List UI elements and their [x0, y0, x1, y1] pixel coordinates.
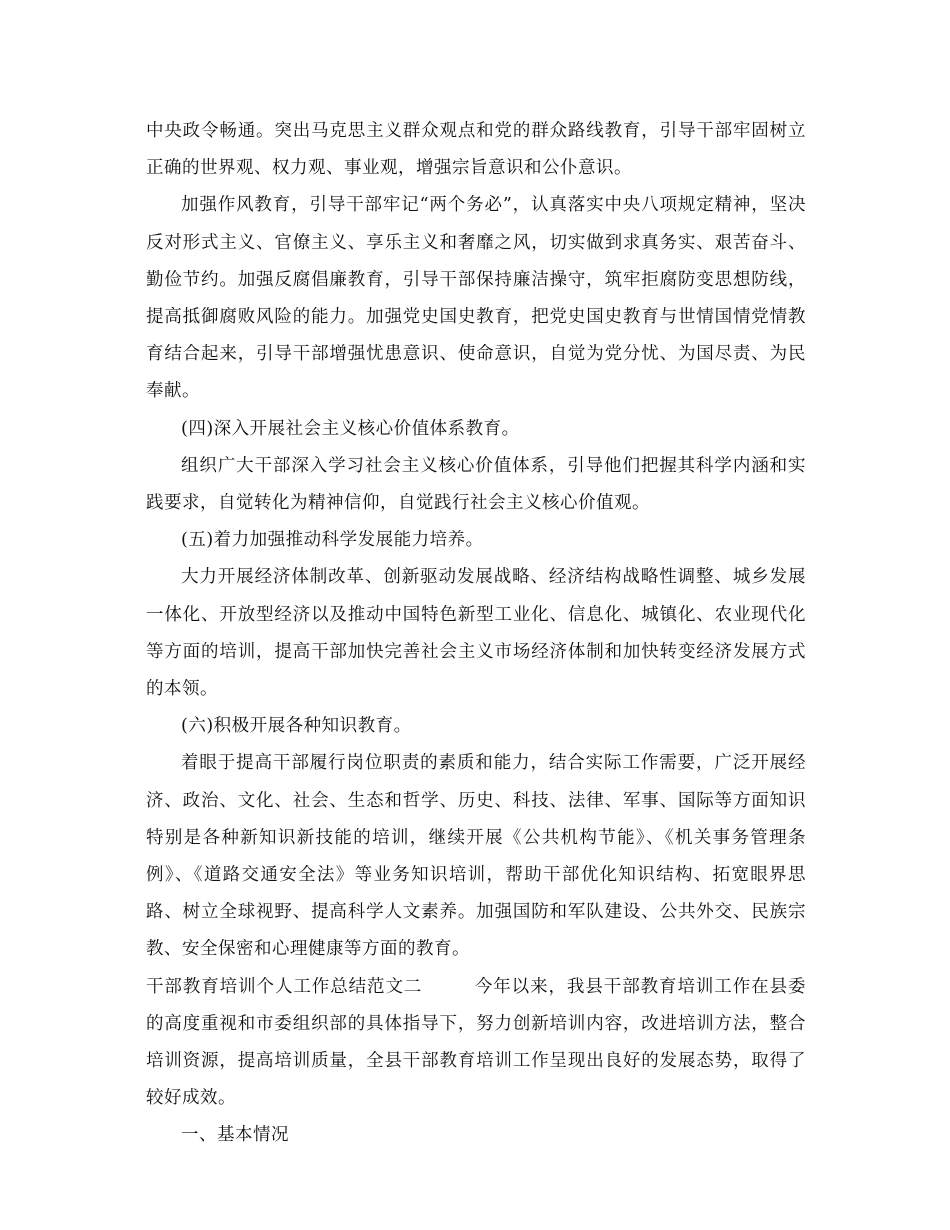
- heading-scientific-development: (五)着力加强推动科学发展能力培养。: [181, 530, 484, 551]
- section-two-text: 今年以来，我县干部教育培训工作在县委的高度重视和市委组织部的具体指导下，努力创新培训内容，改进培训方法，整合培训资源，提高培训质量，全县干部教育培训工作呈现出良好的发展态势，取得了较好成效。: [146, 976, 806, 1109]
- document-body: [146, 113, 806, 1155]
- section-two-title: 干部教育培训个人工作总结范文二: [146, 976, 423, 997]
- paragraph-core-values: 组织广大干部深入学习社会主义核心价值体系，引导他们把握其科学内涵和实践要求，自觉转化为精神信仰，自觉践行社会主义核心价值观。: [146, 455, 806, 514]
- heading-basic-situation: 一、基本情况: [181, 1125, 289, 1146]
- heading-knowledge-education: (六)积极开展各种知识教育。: [181, 716, 412, 737]
- paragraph-knowledge-education: 着眼于提高干部履行岗位职责的素质和能力，结合实际工作需要，广泛开展经济、政治、文化、社会、生态和哲学、历史、科技、法律、军事、国际等方面知识特别是各种新知识新技能的培训，继续开展《公共机构节能》、《机关事务管理条例》、《道路交通安全法》等业务知识培训，帮助干部优化知识结构、拓宽眼界思路、树立全球视野、提高科学人文素养。加强国防和军队建设、公共外交、民族宗教、安全保密和心理健康等方面的教育。: [146, 753, 806, 960]
- heading-core-values: (四)深入开展社会主义核心价值体系教育。: [181, 418, 520, 439]
- paragraph-section-two: [146, 969, 806, 1118]
- paragraph-scientific-development: 大力开展经济体制改革、创新驱动发展战略、经济结构战略性调整、城乡发展一体化、开放型经济以及推动中国特色新型工业化、信息化、城镇化、农业现代化等方面的培训，提高干部加快完善社会主义市场经济体制和加快转变经济发展方式的本领。: [146, 567, 806, 700]
- paragraph-continuation: 中央政令畅通。突出马克思主义群众观点和党的群众路线教育，引导干部牢固树立正确的世界观、权力观、事业观，增强宗旨意识和公仆意识。: [146, 121, 806, 179]
- paragraph-style-education: 加强作风教育，引导干部牢记“两个务必”，认真落实中央八项规定精神，坚决反对形式主义、官僚主义、享乐主义和奢靡之风，切实做到求真务实、艰苦奋斗、勤俭节约。加强反腐倡廉教育，引导干部保持廉洁操守，筑牢拒腐防变思想防线，提高抵御腐败风险的能力。加强党史国史教育，把党史国史教育与世情国情党情教育结合起来，引导干部增强忧患意识、使命意识，自觉为党分忧、为国尽责、为民奉献。: [146, 195, 806, 402]
